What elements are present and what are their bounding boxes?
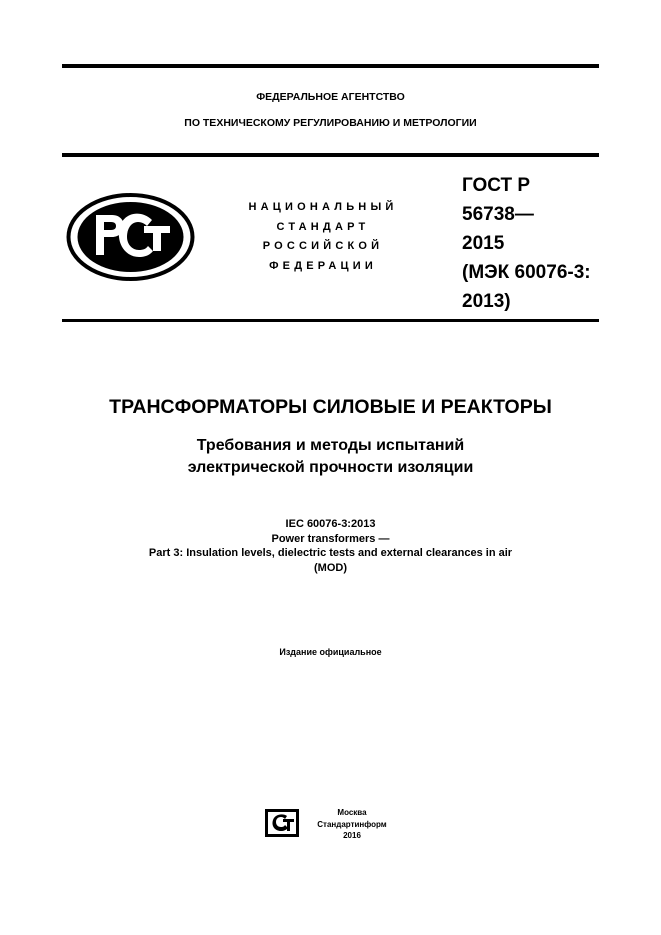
iec-title: Power transformers — <box>271 532 390 545</box>
standard-designation <box>462 171 602 316</box>
agency-line-2: ПО ТЕХНИЧЕСКОМУ РЕГУЛИРОВАНИЮ И МЕТРОЛОГИИ <box>184 117 477 129</box>
designation-line: 2015 <box>462 233 505 254</box>
publisher-city: Москва <box>337 808 367 817</box>
international-standard-reference <box>20 517 641 575</box>
publisher-year: 2016 <box>343 831 361 840</box>
designation-line: 56738— <box>462 204 534 225</box>
top-rule <box>62 64 599 68</box>
subtitle-line: электрической прочности изоляции <box>187 459 474 476</box>
agency-line-1: ФЕДЕРАЛЬНОЕ АГЕНТСТВО <box>256 91 405 103</box>
standard-type-line: СТАНДАРТ <box>276 220 370 233</box>
standard-type-block <box>232 198 414 276</box>
designation-line: (МЭК 60076-3: <box>462 262 591 283</box>
publisher-block <box>310 807 394 842</box>
title-block-rule <box>62 319 599 322</box>
iec-part: Part 3: Insulation levels, dielectric tests and external clearances in air <box>148 547 513 559</box>
standard-type-line: НАЦИОНАЛЬНЫЙ <box>248 201 398 213</box>
standard-type-line: РОССИЙСКОЙ <box>262 240 384 252</box>
iec-modification: (MOD) <box>314 561 347 574</box>
rst-certification-mark-icon <box>66 193 195 281</box>
header-rule <box>62 153 599 157</box>
subtitle-line: Требования и методы испытаний <box>196 437 465 454</box>
designation-line: ГОСТ Р <box>462 175 531 196</box>
document-title: ТРАНСФОРМАТОРЫ СИЛОВЫЕ И РЕАКТОРЫ <box>109 396 552 418</box>
edition-note: Издание официальное <box>279 647 382 657</box>
standartinform-logo-icon <box>263 808 301 838</box>
document-subtitle <box>20 435 641 479</box>
designation-line: 2013) <box>462 291 511 312</box>
iec-code: IEC 60076-3:2013 <box>285 518 376 530</box>
standard-type-line: ФЕДЕРАЦИИ <box>269 259 377 272</box>
publisher-name: Стандартинформ <box>317 819 387 829</box>
